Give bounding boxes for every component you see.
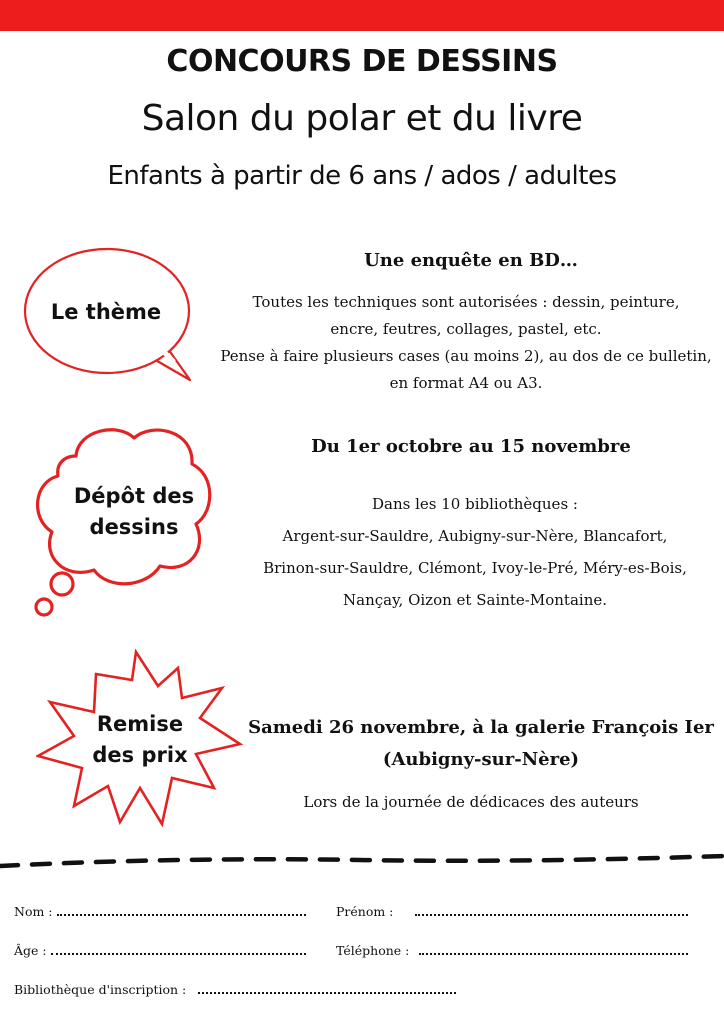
- depot-line: Brinon-sur-Sauldre, Clémont, Ivoy-le-Pré, Méry-es-Bois,: [263, 559, 687, 577]
- theme-description: [210, 289, 722, 397]
- depot-line: Dans les 10 bibliothèques :: [372, 495, 578, 513]
- prix-badge-label: [64, 709, 216, 771]
- age-input-line[interactable]: [51, 945, 306, 955]
- depot-badge-line: Dépôt des: [73, 484, 195, 508]
- bibliotheque-field[interactable]: [14, 982, 456, 997]
- theme-line: Toutes les techniques sont autorisées : dessin, peinture,: [252, 293, 680, 311]
- nom-input-line[interactable]: [57, 906, 306, 916]
- depot-badge-line: dessins: [89, 515, 179, 539]
- depot-line: Nançay, Oizon et Sainte-Montaine.: [343, 591, 607, 609]
- bibliotheque-input-line[interactable]: [198, 984, 456, 994]
- prix-title: [240, 712, 722, 776]
- audience-line: Enfants à partir de 6 ans / ados / adultes: [107, 161, 617, 191]
- prenom-field[interactable]: [336, 904, 688, 919]
- age-field[interactable]: [14, 943, 306, 958]
- telephone-label: Téléphone :: [336, 943, 410, 958]
- prix-description: [240, 793, 702, 811]
- telephone-field[interactable]: [336, 943, 688, 958]
- prix-title-line: Samedi 26 novembre, à la galerie François Ier: [248, 717, 714, 738]
- depot-description: [228, 488, 722, 616]
- nom-label: Nom :: [14, 904, 53, 919]
- cut-line-divider: [0, 850, 724, 874]
- theme-title: Une enquête en BD…: [364, 250, 578, 271]
- age-label: Âge :: [14, 943, 47, 958]
- depot-line: Argent-sur-Sauldre, Aubigny-sur-Nère, Blancafort,: [282, 527, 668, 545]
- prix-line: Lors de la journée de dédicaces des auteurs: [303, 793, 639, 811]
- theme-line: Pense à faire plusieurs cases (au moins 2), au dos de ce bulletin,: [220, 347, 712, 365]
- depot-badge-label: [56, 481, 212, 543]
- theme-line: en format A4 ou A3.: [389, 374, 543, 392]
- bibliotheque-label: Bibliothèque d'inscription :: [14, 982, 187, 997]
- depot-title: Du 1er octobre au 15 novembre: [311, 436, 631, 457]
- nom-field[interactable]: [14, 904, 306, 919]
- page-title: CONCOURS DE DESSINS: [166, 44, 558, 79]
- top-accent-bar: [0, 0, 724, 31]
- theme-badge-label: Le thème: [50, 300, 162, 324]
- telephone-input-line[interactable]: [419, 945, 688, 955]
- theme-line: encre, feutres, collages, pastel, etc.: [330, 320, 602, 338]
- prix-badge-line: Remise: [96, 712, 184, 736]
- prenom-label: Prénom :: [336, 904, 394, 919]
- prix-badge-line: des prix: [92, 743, 188, 767]
- prenom-input-line[interactable]: [415, 906, 688, 916]
- page-subtitle: Salon du polar et du livre: [141, 98, 583, 139]
- prix-title-line: (Aubigny-sur-Nère): [382, 749, 580, 770]
